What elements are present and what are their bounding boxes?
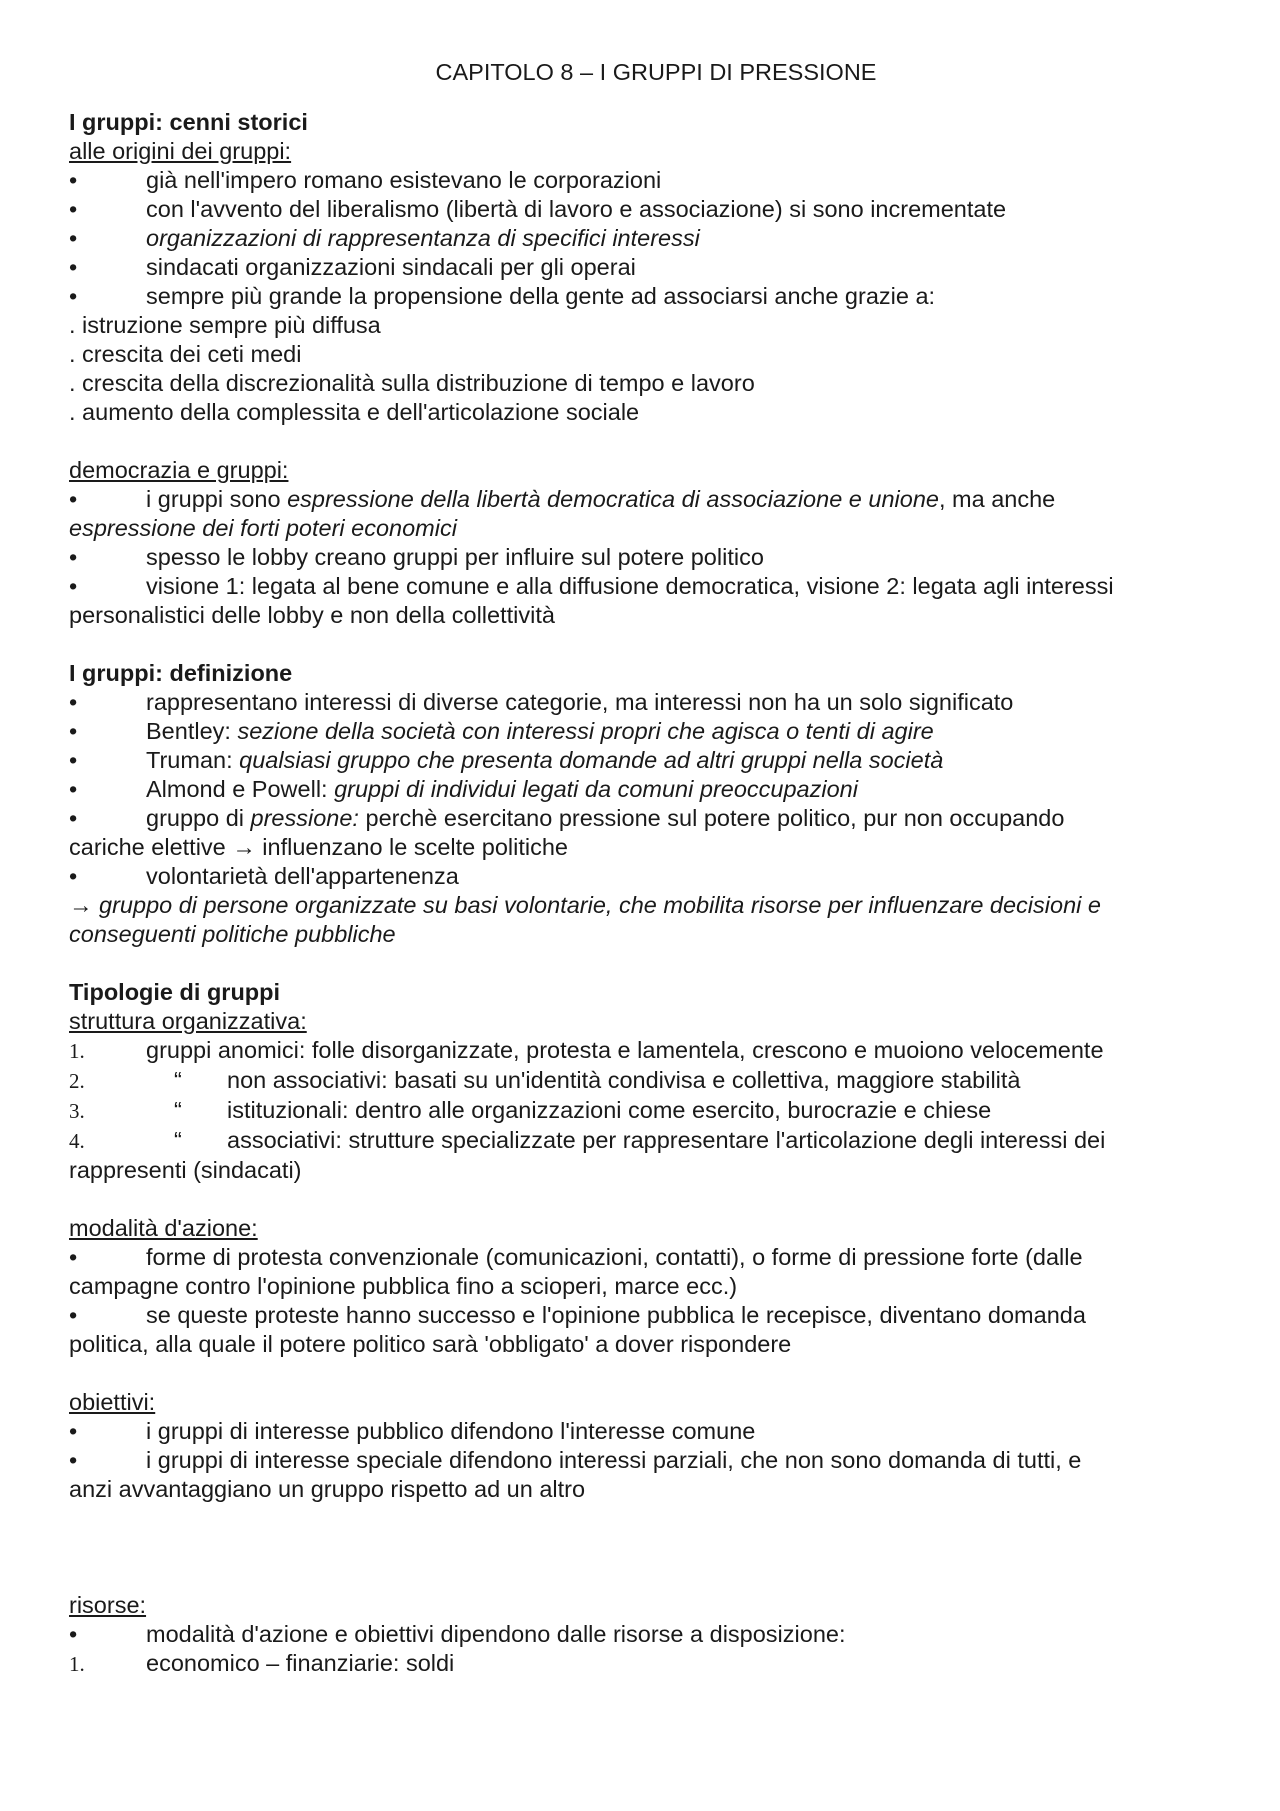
subheading-origini: alle origini dei gruppi: (69, 138, 292, 164)
subheading-obiettivi: obiettivi: (69, 1389, 156, 1415)
list-item: • gruppo di pressione: perchè esercitano pressione sul potere politico, pur non occupando cariche elettive → influenzano le scelte politiche (69, 805, 1065, 860)
list-item: • già nell'impero romano esistevano le corporazioni (69, 167, 662, 193)
list-item: • con l'avvento del liberalismo (libertà di lavoro e associazione) si sono incrementate (69, 196, 1007, 222)
bullet: • (69, 689, 78, 715)
list-item: • spesso le lobby creano gruppi per influire sul potere politico (69, 544, 764, 570)
bullet: • (69, 718, 78, 744)
subheading-democrazia: democrazia e gruppi: (69, 457, 289, 483)
heading-tipologie: Tipologie di gruppi (69, 979, 281, 1005)
list-item: • i gruppi di interesse speciale difendono interessi parziali, che non sono domanda di tutti, e anzi avvantaggiano un gruppo rispetto ad un altro (69, 1447, 1082, 1502)
definition-conclusion: → gruppo di persone organizzate su basi volontarie, che mobilita risorse per influenzare decisioni e conseguenti politiche pubbliche (69, 892, 1101, 947)
bullet: • (69, 254, 78, 280)
bullet: • (69, 1244, 78, 1270)
list-item: • forme di protesta convenzionale (comunicazioni, contatti), o forme di pressione forte (dalle campagne contro l'opinione pubblica fino a scioperi, marce ecc.) (69, 1244, 1083, 1299)
list-item: • volontarietà dell'appartenenza (69, 863, 459, 889)
document-body (69, 58, 1229, 1679)
bullet: • (69, 573, 78, 599)
sub-list-item: . aumento della complessita e dell'articolazione sociale (69, 399, 640, 425)
list-item: • i gruppi di interesse pubblico difendono l'interesse comune (69, 1418, 756, 1444)
numbered-item: 1. gruppi anomici: folle disorganizzate, protesta e lamentela, crescono e muoiono velocemente (69, 1037, 1104, 1063)
subheading-modalita: modalità d'azione: (69, 1215, 258, 1241)
bullet: • (69, 544, 78, 570)
bullet: • (69, 747, 78, 773)
arrow-icon: → (69, 892, 93, 918)
bullet: • (69, 1302, 78, 1328)
list-item: • Truman: qualsiasi gruppo che presenta domande ad altri gruppi nella società (69, 747, 944, 773)
list-item: • se queste proteste hanno successo e l'opinione pubblica le recepisce, diventano domanda politica, alla quale il potere politico sarà 'obbligato' a dover rispondere (69, 1302, 1086, 1357)
numbered-item: 3. “ istituzionali: dentro alle organizzazioni come esercito, burocrazie e chiese (69, 1097, 992, 1123)
heading-cenni-storici: I gruppi: cenni storici (69, 109, 308, 135)
bullet: • (69, 863, 78, 889)
list-item: • sindacati organizzazioni sindacali per gli operai (69, 254, 636, 280)
arrow-icon: → (232, 834, 256, 860)
list-item: • modalità d'azione e obiettivi dipendono dalle risorse a disposizione: (69, 1621, 846, 1647)
bullet: • (69, 805, 78, 831)
list-item: • organizzazioni di rappresentanza di specifici interessi (69, 225, 700, 251)
bullet: • (69, 776, 78, 802)
list-item: • Almond e Powell: gruppi di individui legati da comuni preoccupazioni (69, 776, 858, 802)
bullet: • (69, 1621, 78, 1647)
list-item: • i gruppi sono espressione della libertà democratica di associazione e unione, ma anche espressione dei forti poteri economici (69, 486, 1056, 541)
numbered-item: 1. economico – finanziarie: soldi (69, 1650, 455, 1676)
page-title: CAPITOLO 8 – I GRUPPI DI PRESSIONE (435, 59, 877, 85)
sub-list-item: . crescita dei ceti medi (69, 341, 302, 367)
bullet: • (69, 167, 78, 193)
bullet: • (69, 486, 78, 512)
subheading-risorse: risorse: (69, 1592, 147, 1618)
bullet: • (69, 1447, 78, 1473)
bullet: • (69, 1418, 78, 1444)
list-item: • Bentley: sezione della società con interessi propri che agisca o tenti di agire (69, 718, 934, 744)
numbered-item: 2. “ non associativi: basati su un'identità condivisa e collettiva, maggiore stabilità (69, 1067, 1021, 1093)
bullet: • (69, 196, 78, 222)
heading-definizione: I gruppi: definizione (69, 660, 293, 686)
list-item: • sempre più grande la propensione della gente ad associarsi anche grazie a: (69, 283, 936, 309)
sub-list-item: . crescita della discrezionalità sulla distribuzione di tempo e lavoro (69, 370, 755, 396)
bullet: • (69, 283, 78, 309)
bullet: • (69, 225, 78, 251)
sub-list-item: . istruzione sempre più diffusa (69, 312, 381, 338)
list-item: • rappresentano interessi di diverse categorie, ma interessi non ha un solo significato (69, 689, 1014, 715)
subheading-struttura: struttura organizzativa: (69, 1008, 307, 1034)
numbered-item: 4. “ associativi: strutture specializzate per rappresentare l'articolazione degli interessi dei rappresenti (sindacati) (69, 1127, 1106, 1183)
list-item: • visione 1: legata al bene comune e alla diffusione democratica, visione 2: legata agli interessi personalistici delle lobby e non della collettività (69, 573, 1114, 628)
